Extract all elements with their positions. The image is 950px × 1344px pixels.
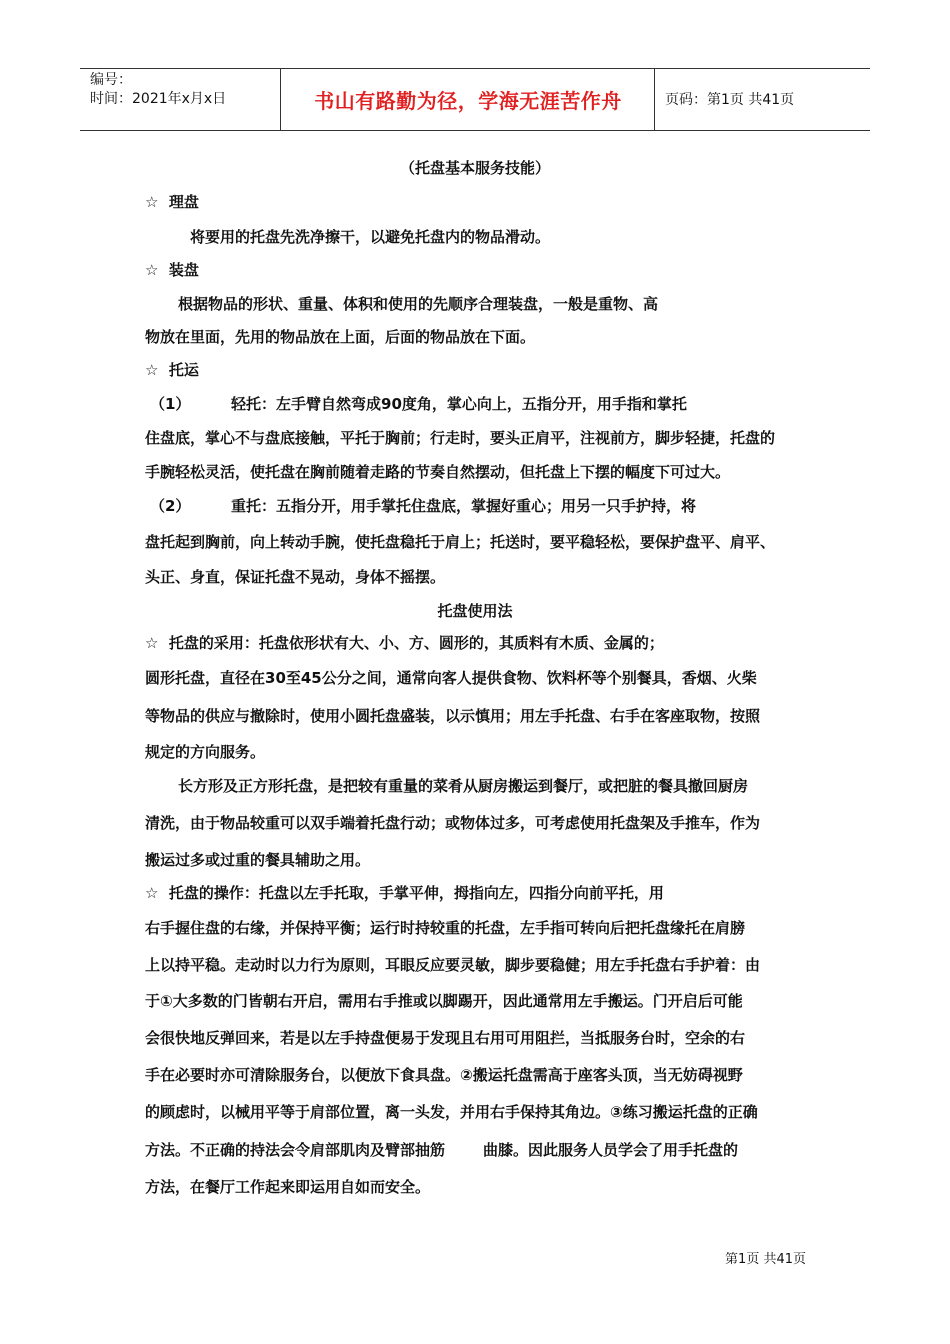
paragraph-line: 手腕轻松灵活，使托盘在胸前随着走路的节奏自然摆动，但托盘上下摆的幅度下可过大。 [145,463,731,481]
star-icon: ☆ [145,634,159,652]
paragraph-line: 的顾虑时，以械用平等于肩部位置，离一头发，并用右手保持其角边。③练习搬运托盘的正确 [145,1103,758,1121]
section-heading-text: 托运 [168,361,199,379]
paragraph-line: 盘托起到胸前，向上转动手腕，使托盘稳托于肩上；托送时，要平稳轻松，要保护盘平、肩平、 [145,533,776,551]
document-title: （托盘基本服务技能） [399,159,550,177]
star-icon: ☆ [145,361,159,379]
paragraph-line: 长方形及正方形托盘，是把较有重量的菜肴从厨房搬运到餐厅，或把脏的餐具撤回厨房 [178,777,749,795]
header-divider [654,69,655,130]
paragraph-line: 方法，在餐厅工作起来即运用自如而安全。 [145,1178,431,1196]
star-icon: ☆ [145,261,159,279]
header-page-info: 页码：第1页 共41页 [665,92,795,108]
section-heading-text: 装盘 [168,261,199,279]
paragraph-line: 头正、身直，保证托盘不晃动，身体不摇摆。 [145,568,446,586]
header-divider [280,69,281,130]
paragraph-line: 等物品的供应与撤除时，使用小圆托盘盛装，以示慎用；用左手托盘、右手在客座取物，按照 [145,707,761,725]
header-meta [90,71,226,109]
item-number: （2） [150,497,191,515]
paragraph-line: 住盘底，掌心不与盘底接触，平托于胸前；行走时，要头正肩平，注视前方，脚步轻捷，托盘的 [145,429,776,447]
paragraph-adopt-heading [145,633,664,653]
paragraph-line: 会很快地反弹回来，若是以左手持盘便易于发现且右用可用阻拦，当抵服务台时，空余的右 [145,1029,746,1047]
time-label: 时间：2021年x月x日 [90,91,227,107]
paragraph-fragment: 方法。不正确的持法会令肩部肌肉及臂部抽筋 [145,1141,446,1159]
paragraph-line: 根据物品的形状、重量、体积和使用的先顺序合理装盘，一般是重物、高 [178,295,659,313]
paragraph-line: 于①大多数的门皆朝右开启，需用右手推或以脚踢开，因此通常用左手搬运。门开启后可能 [145,992,743,1010]
section-heading-text: 理盘 [168,193,199,211]
paragraph-line: 搬运过多或过重的餐具辅助之用。 [145,851,371,869]
star-icon: ☆ [145,884,159,902]
paragraph-line: 托盘的操作：托盘以左手托取，手掌平伸，拇指向左，四指分向前平托，用 [168,884,664,902]
paragraph-line: 重托：五指分开，用手掌托住盘底，掌握好重心；用另一只手护持，将 [231,497,697,515]
section-heading-zhuangpan [145,260,199,280]
section-title-usage: 托盘使用法 [437,602,513,620]
star-icon: ☆ [145,193,159,211]
paragraph-line: 将要用的托盘先洗净擦干，以避免托盘内的物品滑动。 [190,228,551,246]
section-heading-lipan [145,192,199,212]
footer-page-number: 第1页 共41页 [725,1252,806,1267]
paragraph-line [145,1140,738,1160]
paragraph-line: 圆形托盘，直径在30至45公分之间，通常向客人提供食物、饮料杯等个别餐具，香烟、火柴 [145,669,757,687]
paragraph-line: 上以持平稳。走动时以力行为原则，耳眼反应要灵敏，脚步要稳健；用左手托盘右手护着：由 [145,956,761,974]
header-motto: 书山有路勤为径，学海无涯苦作舟 [314,89,622,113]
section-heading-tuoyun [145,360,199,380]
item-number: （1） [150,395,191,413]
paragraph-line: 托盘的采用：托盘依形状有大、小、方、圆形的，其质料有木质、金属的； [168,634,664,652]
paragraph-line: 轻托：左手臂自然弯成90度角，掌心向上，五指分开，用手指和掌托 [231,395,687,413]
paragraph-line: 清洗，由于物品较重可以双手端着托盘行动；或物体过多，可考虑使用托盘架及手推车，作为 [145,814,761,832]
paragraph-line: 右手握住盘的右缘，并保持平衡；运行时持较重的托盘，左手指可转向后把托盘缘托在肩膀 [145,919,746,937]
paragraph-operate-heading [145,883,664,903]
header-table [80,68,870,131]
paragraph-line: 物放在里面，先用的物品放在上面，后面的物品放在下面。 [145,328,536,346]
paragraph-fragment: 曲膝。因此服务人员学会了用手托盘的 [483,1141,739,1159]
number-label: 编号： [90,72,132,88]
paragraph-line: 手在必要时亦可清除服务台，以便放下食具盘。②搬运托盘需高于座客头顶，当无妨碍视野 [145,1066,743,1084]
paragraph-line: 规定的方向服务。 [145,743,266,761]
